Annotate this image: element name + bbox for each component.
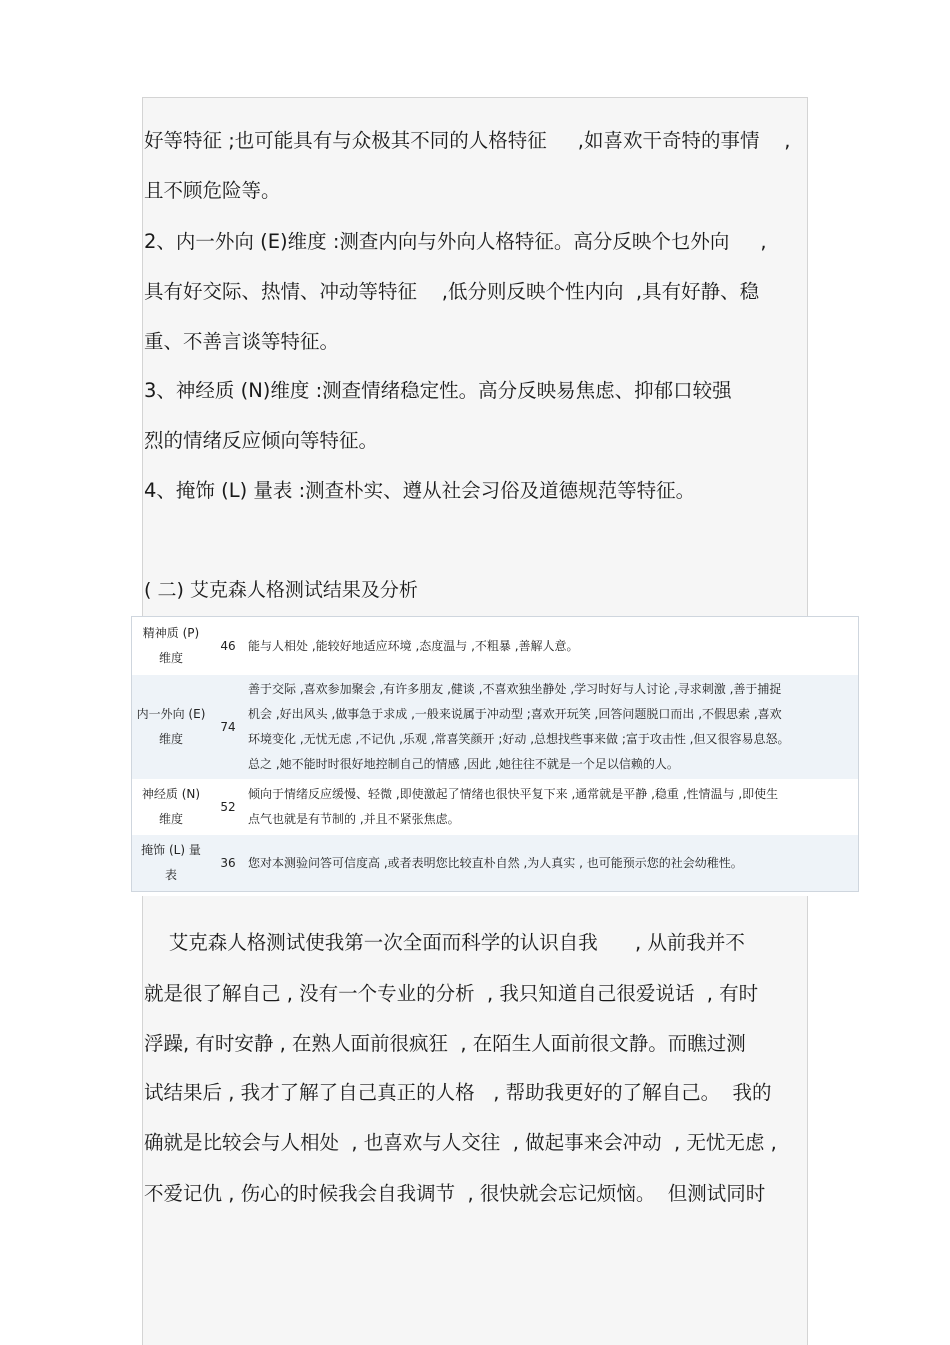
dimension-cell: 掩饰 (L) 量表: [132, 835, 211, 892]
table-row: [132, 617, 859, 676]
table-row: [132, 779, 859, 835]
description-cell: 能与人相处 ,能较好地适应环境 ,态度温与 ,不粗暴 ,善解人意。: [248, 638, 579, 653]
body-text-line: 试结果后 , 我才了解了自己真正的人格 , 帮助我更好的了解自己。 我的: [144, 1081, 772, 1104]
dimension-cell: 内一外向 (E) 维度: [132, 675, 211, 779]
body-text-line: 就是很了解自己 , 没有一个专业的分析 , 我只知道自己很爱说话 , 有时: [144, 982, 759, 1005]
score-cell: 52: [220, 799, 236, 814]
body-text-line: 浮躁, 有时安静 , 在熟人面前很疯狂 , 在陌生人面前很文静。而瞧过测: [144, 1032, 746, 1055]
description-cell: 倾向于情绪反应缓慢、轻微 ,即使激起了情绪也很快平复下来 ,通常就是平静 ,稳重 ,性情温与 ,即使生 点气也就是有节制的 ,并且不紧张焦虑。: [248, 787, 779, 826]
section-heading: ( 二) 艾克森人格测试结果及分析: [144, 579, 418, 601]
dimension-cell: 神经质 (N) 维度: [141, 787, 201, 826]
score-cell: 36: [210, 835, 246, 892]
body-text-line: 4、掩饰 (L) 量表 :测查朴实、遵从社会习俗及道德规范等特征。: [144, 479, 696, 502]
description-cell: 您对本测验问答可信度高 ,或者表明您比较直朴自然 ,为人真实 , 也可能预示您的社会幼稚性。: [246, 835, 859, 892]
test-results-table: [131, 616, 859, 892]
body-text-line: 艾克森人格测试使我第一次全面而科学的认识自我 , 从前我并不: [144, 931, 745, 954]
body-text-line: 3、神经质 (N)维度 :测查情绪稳定性。高分反映易焦虑、抑郁口较强: [144, 379, 732, 402]
body-text-line: 确就是比较会与人相处 , 也喜欢与人交往 , 做起事来会冲动 , 无忧无虑 ,: [144, 1131, 777, 1154]
score-cell: 46: [220, 638, 236, 653]
dimension-cell: 精神质 (P) 维度: [142, 626, 200, 665]
body-text-line: 好等特征 ;也可能具有与众极其不同的人格特征 ,如喜欢干奇特的事情 ,: [144, 129, 791, 152]
table-row: [132, 675, 859, 779]
body-text-line: 不爱记仇 , 伤心的时候我会自我调节 , 很快就会忘记烦恼。 但测试同时: [144, 1182, 766, 1205]
upper-text-panel: [142, 97, 808, 617]
body-text-line: 2、内一外向 (E)维度 :测查内向与外向人格特征。高分反映个乜外向 ,: [144, 230, 767, 253]
description-cell: 善于交际 ,喜欢参加聚会 ,有许多朋友 ,健谈 ,不喜欢独坐静处 ,学习时好与人讨论 ,寻求刺激 ,善于捕捉 机会 ,好出风头 ,做事急于求成 ,一般来说属于冲动型 ;喜欢开玩笑 ,回答问题脱口而出 ,不假思索 ,喜欢 环境变化 ,无忧无虑 ,不记仇 ,乐观 ,常喜笑颜开 ;好动 ,总想找些事来做 ;富于攻击性 ,但又很容易息怒。 总之 ,她不能时时很好地控制自己的情感 ,因此 ,她往往不就是一个足以信赖的人。: [246, 675, 859, 779]
score-cell: 74: [210, 675, 246, 779]
table-row: [132, 835, 859, 892]
body-text-line: 重、不善言谈等特征。: [144, 330, 340, 353]
body-text-line: 具有好交际、热情、冲动等特征 ,低分则反映个性内向 ,具有好静、稳: [144, 280, 760, 303]
body-text-line: 烈的情绪反应倾向等特征。: [144, 429, 379, 452]
lower-text-panel: [142, 896, 808, 1345]
body-text-line: 且不顾危险等。: [144, 179, 281, 202]
